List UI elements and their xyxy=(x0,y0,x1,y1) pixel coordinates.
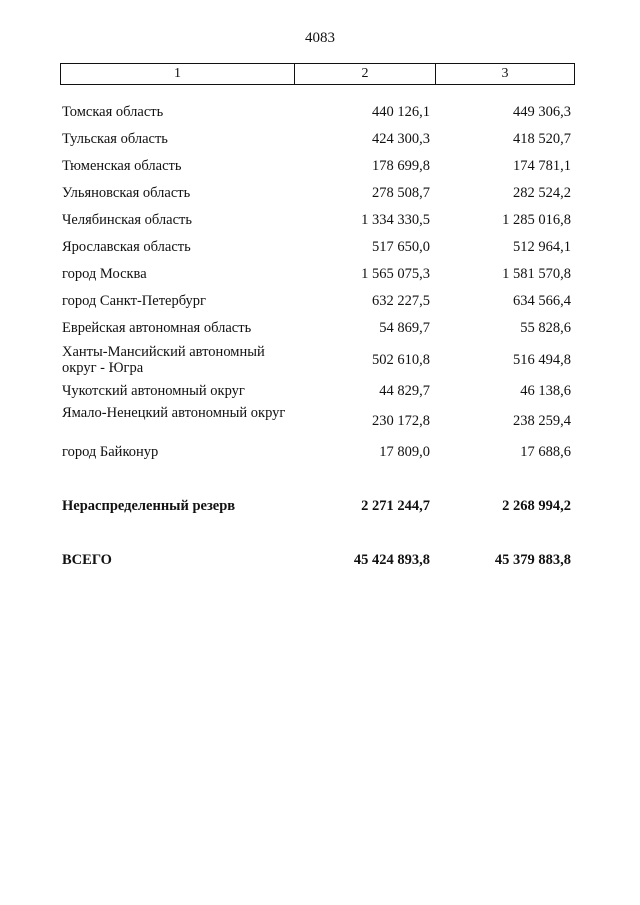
value-col3: 17 688,6 xyxy=(520,444,571,460)
region-name: Чукотский автономный округ xyxy=(62,383,245,399)
region-name: Тюменская область xyxy=(62,158,182,174)
region-name: город Байконур xyxy=(62,444,159,460)
region-name: Ямало-Ненецкий автономный округ xyxy=(62,405,286,421)
column-header-2: 2 xyxy=(295,64,436,84)
region-name: Ханты-Мансийский автономный округ - Югра xyxy=(62,344,265,376)
value-col2: 440 126,1 xyxy=(372,104,430,120)
region-name: Челябинская область xyxy=(62,212,192,228)
page-number: 4083 xyxy=(305,30,335,46)
table-header xyxy=(60,63,575,85)
value-col2: 517 650,0 xyxy=(372,239,430,255)
reserve-value-col2: 2 271 244,7 xyxy=(361,498,430,514)
region-name: город Санкт-Петербург xyxy=(62,293,207,309)
total-label: ВСЕГО xyxy=(62,552,112,568)
value-col3: 449 306,3 xyxy=(513,104,571,120)
reserve-value-col3: 2 268 994,2 xyxy=(502,498,571,514)
value-col2: 278 508,7 xyxy=(372,185,430,201)
value-col2: 1 565 075,3 xyxy=(361,266,430,282)
value-col3: 512 964,1 xyxy=(513,239,571,255)
reserve-label: Нераспределенный резерв xyxy=(62,498,236,514)
value-col3: 55 828,6 xyxy=(520,320,571,336)
value-col2: 178 699,8 xyxy=(372,158,430,174)
region-name: Ульяновская область xyxy=(62,185,191,201)
value-col2: 502 610,8 xyxy=(372,352,430,368)
column-header-1: 1 xyxy=(61,64,295,84)
total-value-col3: 45 379 883,8 xyxy=(494,552,571,568)
region-name: город Москва xyxy=(62,266,147,282)
value-col2: 230 172,8 xyxy=(372,413,430,429)
column-header-3: 3 xyxy=(501,66,509,81)
total-value-col2: 45 424 893,8 xyxy=(353,552,430,568)
value-col2: 1 334 330,5 xyxy=(361,212,430,228)
region-name: Еврейская автономная область xyxy=(62,320,252,336)
value-col3: 516 494,8 xyxy=(513,352,571,368)
region-name: Ярославская область xyxy=(62,239,191,255)
value-col2: 44 829,7 xyxy=(379,383,430,399)
value-col3: 634 566,4 xyxy=(513,293,571,309)
value-col3: 174 781,1 xyxy=(513,158,571,174)
value-col2: 632 227,5 xyxy=(372,293,430,309)
value-col3: 46 138,6 xyxy=(520,383,571,399)
value-col3: 1 285 016,8 xyxy=(502,212,571,228)
value-col3: 238 259,4 xyxy=(513,413,571,429)
value-col2: 17 809,0 xyxy=(379,444,430,460)
region-name: Тульская область xyxy=(62,131,168,147)
value-col2: 54 869,7 xyxy=(379,320,430,336)
value-col2: 424 300,3 xyxy=(372,131,430,147)
region-name: Томская область xyxy=(62,104,164,120)
value-col3: 1 581 570,8 xyxy=(502,266,571,282)
value-col3: 282 524,2 xyxy=(513,185,571,201)
value-col3: 418 520,7 xyxy=(513,131,571,147)
